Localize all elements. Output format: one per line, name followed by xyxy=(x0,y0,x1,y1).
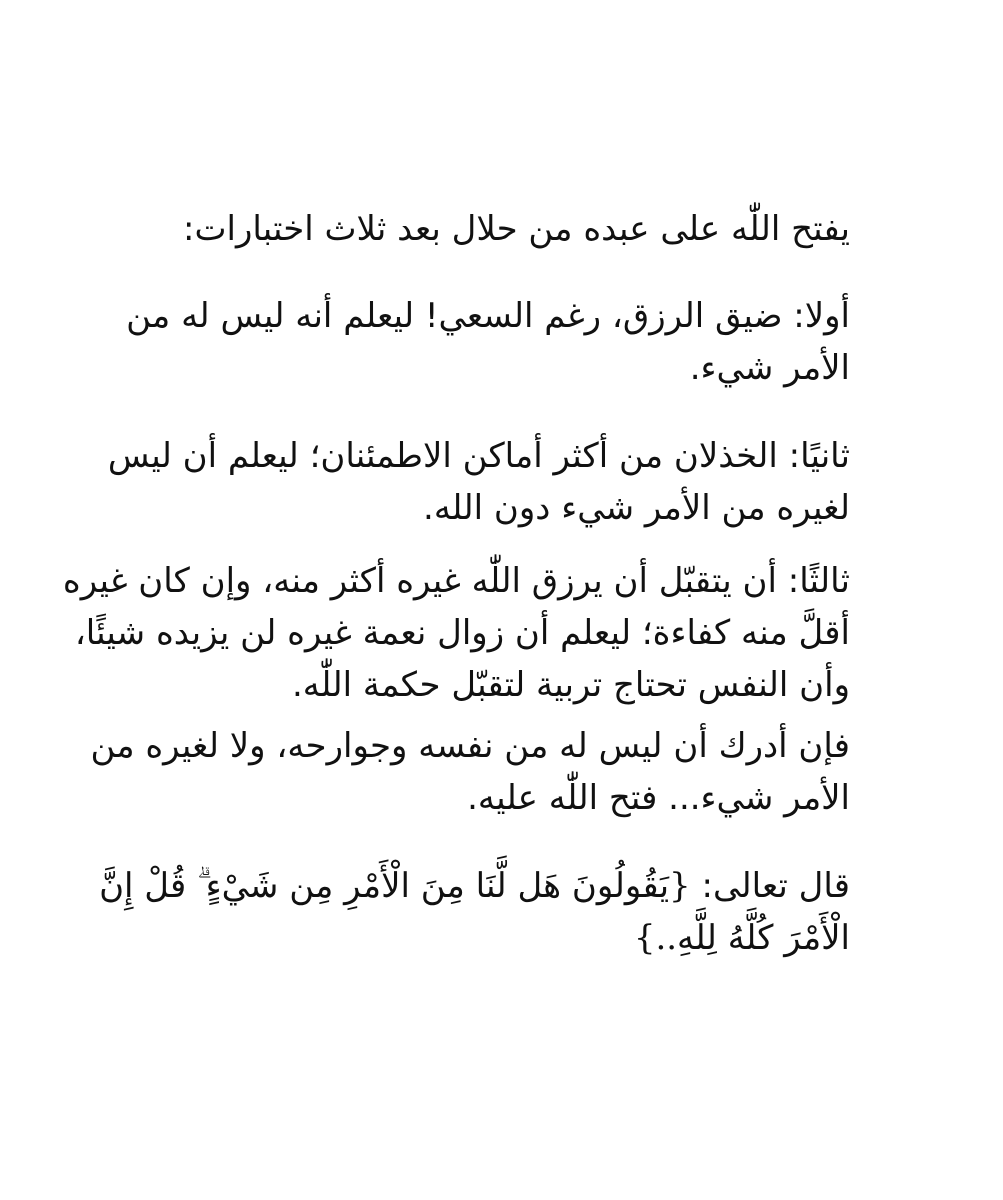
verse-line-1 xyxy=(99,860,850,912)
verse-intro: قال تعالى: xyxy=(690,866,850,906)
paragraph-line: الأمر شيء. xyxy=(689,348,850,388)
verse-text: {يَقُولُونَ هَل لَّنَا مِنَ الْأَمْرِ مِن شَيْءٍ ۗ قُلْ إِنَّ xyxy=(99,866,691,906)
paragraph-line: لغيره من الأمر شيء دون الله. xyxy=(423,488,850,528)
paragraph-third-test xyxy=(62,555,850,711)
paragraph-line: الأمر شيء... فتح اللّٰه عليه. xyxy=(467,778,850,818)
paragraph-line: ثالثًا: أن يتقبّل أن يرزق اللّٰه غيره أكثر منه، وإن كان غيره xyxy=(62,561,850,601)
paragraph-line: أولا: ضيق الرزق، رغم السعي! ليعلم أنه ليس له من xyxy=(126,296,850,336)
paragraph-second-test xyxy=(107,430,850,534)
paragraph-line: فإن أدرك أن ليس له من نفسه وجوارحه، ولا لغيره من xyxy=(90,726,850,766)
paragraph-line: ثانيًا: الخذلان من أكثر أماكن الاطمئنان؛ ليعلم أن ليس xyxy=(107,436,850,476)
paragraph-line: أقلَّ منه كفاءة؛ ليعلم أن زوال نعمة غيره لن يزيده شيئًا، xyxy=(74,613,850,653)
paragraph-first-test xyxy=(126,290,850,394)
quran-verse-block xyxy=(99,860,850,964)
verse-line-2: الْأَمْرَ كُلَّهُ لِلَّهِ..} xyxy=(633,918,850,958)
title-line: يفتح اللّٰه على عبده من حلال بعد ثلاث اختبارات: xyxy=(183,209,850,249)
paragraph-line: وأن النفس تحتاج تربية لتقبّل حكمة اللّٰه. xyxy=(291,665,850,705)
paragraph-conclusion xyxy=(90,720,850,824)
document-title xyxy=(150,203,850,255)
